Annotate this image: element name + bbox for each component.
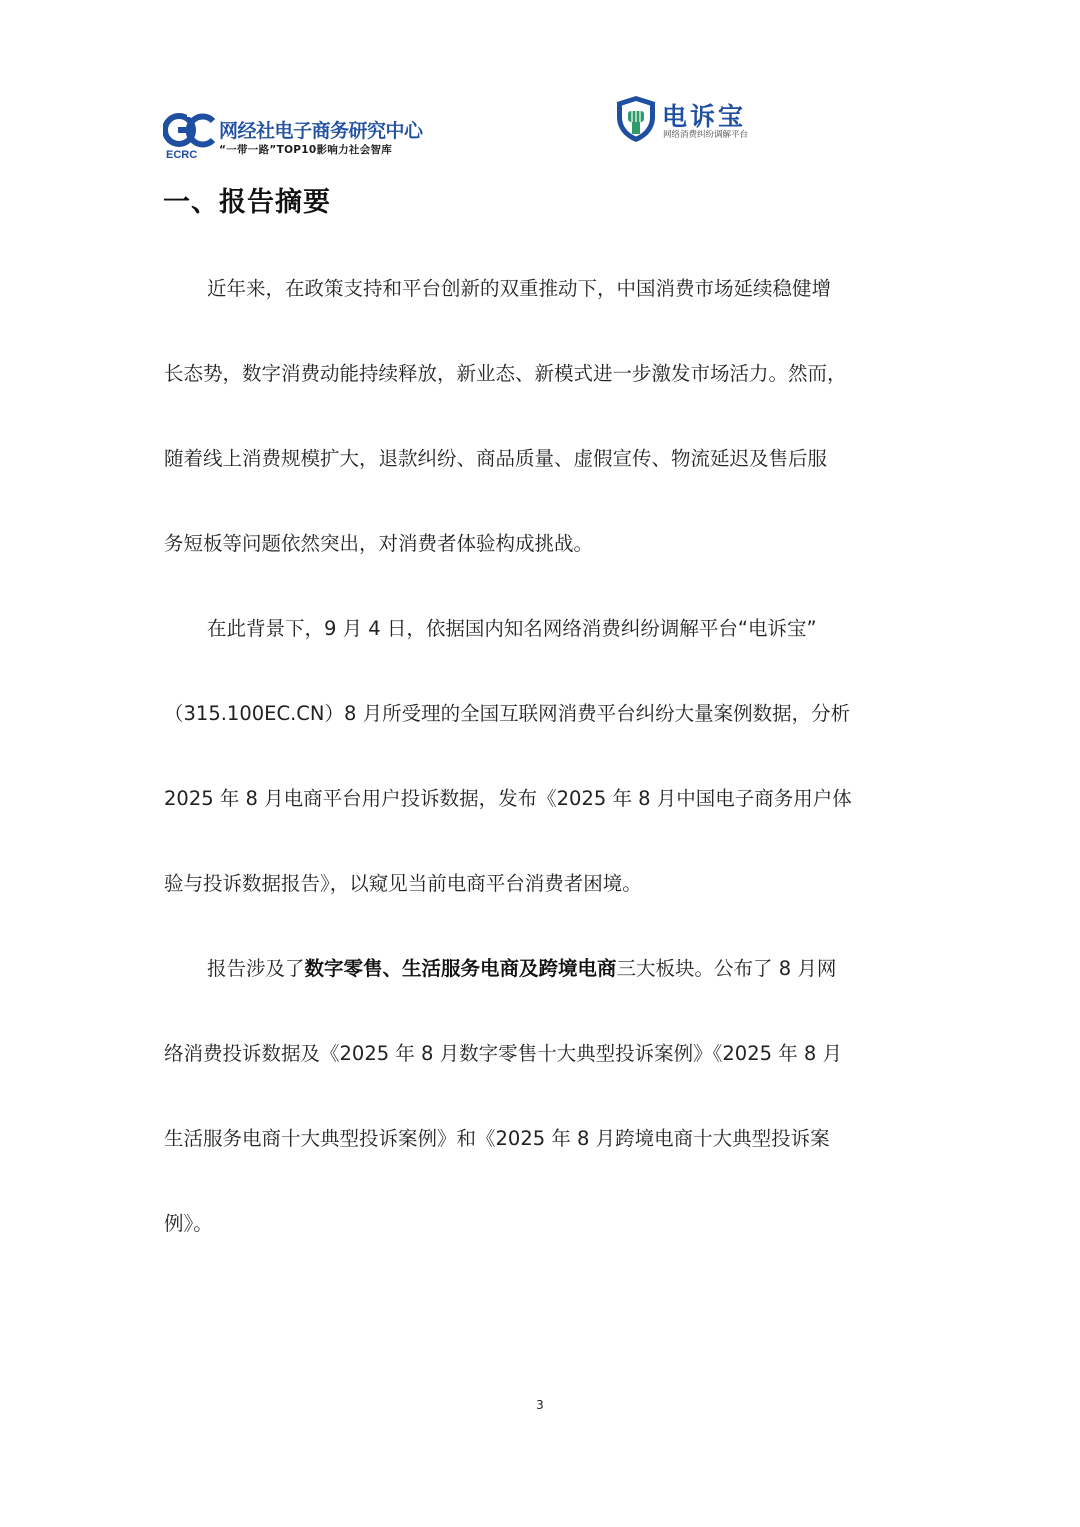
paragraph-2-line-3: 2025 年 8 月电商平台用户投诉数据，发布《2025 年 8 月中国电子商务用户体 xyxy=(164,787,852,810)
dsb-logo xyxy=(615,95,765,145)
paragraph-1-line-2: 长态势，数字消费动能持续释放，新业态、新模式进一步激发市场活力。然而， xyxy=(164,362,847,385)
paragraph-2-line-2: （315.100EC.CN）8 月所受理的全国互联网消费平台纠纷大量案例数据，分析 xyxy=(164,702,851,725)
paragraph-3-intro-text: 报告涉及了 xyxy=(207,957,305,980)
paragraph-3-outro-text: 三大板块。公布了 8 月网 xyxy=(616,957,837,980)
paragraph-1-line-1: 近年来，在政策支持和平台创新的双重推动下，中国消费市场延续稳健增 xyxy=(207,277,832,300)
dsb-subtitle: 网络消费纠纷调解平台 xyxy=(663,130,749,140)
paragraph-3-line-2: 络消费投诉数据及《2025 年 8 月数字零售十大典型投诉案例》《2025 年 8 月 xyxy=(164,1042,843,1065)
ecrc-logo xyxy=(163,113,435,163)
paragraph-3-line-3: 生活服务电商十大典型投诉案例》和《2025 年 8 月跨境电商十大典型投诉案 xyxy=(164,1127,830,1150)
paragraph-3-bold-sectors: 数字零售、生活服务电商及跨境电商 xyxy=(304,957,617,980)
dsb-brand-name: 电诉宝 xyxy=(662,102,747,131)
ecrc-org-name: 网经社电子商务研究中心 xyxy=(219,120,423,142)
paragraph-1-line-3: 随着线上消费规模扩大，退款纠纷、商品质量、虚假宣传、物流延迟及售后服 xyxy=(164,447,828,470)
paragraph-2-line-4: 验与投诉数据报告》，以窥见当前电商平台消费者困境。 xyxy=(164,872,642,895)
paragraph-1-line-4: 务短板等问题依然突出，对消费者体验构成挑战。 xyxy=(164,532,594,555)
paragraph-2-line-1: 在此背景下，9 月 4 日，依据国内知名网络消费纠纷调解平台“电诉宝” xyxy=(207,617,817,640)
paragraph-3-line-4: 例》。 xyxy=(164,1212,213,1235)
paragraph-3-line-1 xyxy=(207,955,836,983)
section-heading: 一、报告摘要 xyxy=(163,187,331,218)
ecrc-slogan: “一带一路”TOP10影响力社会智库 xyxy=(219,144,393,156)
page-number: 3 xyxy=(536,1398,544,1412)
ecrc-abbr: ECRC xyxy=(166,149,198,161)
shield-fist-icon xyxy=(615,95,657,143)
